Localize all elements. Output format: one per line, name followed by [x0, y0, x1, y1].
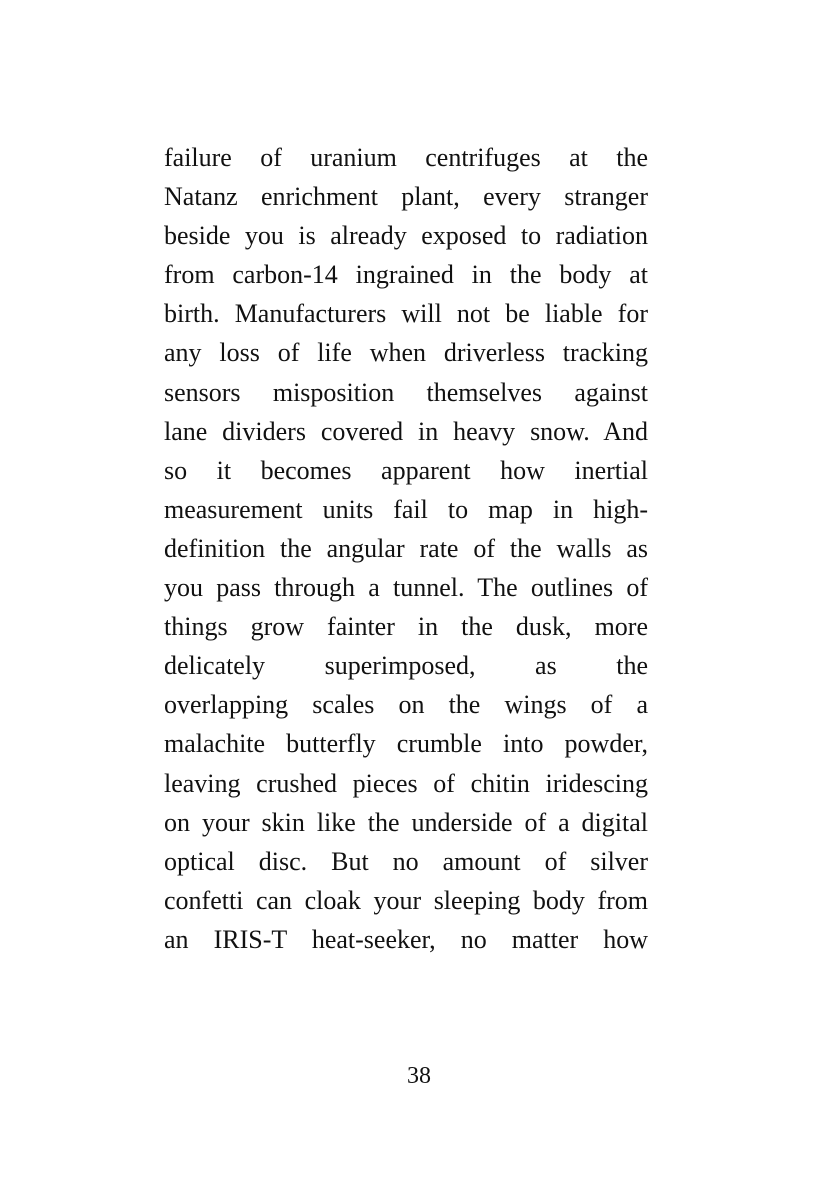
text-line: delicately superimposed, as the — [164, 651, 648, 681]
text-line: failure of uranium centrifuges at the — [164, 143, 648, 172]
text-line: things grow fainter in the dusk, more — [164, 612, 648, 642]
text-line: on your skin like the underside of a digital — [164, 807, 648, 837]
body-text — [164, 138, 648, 959]
text-line: so it becomes apparent how inertial — [164, 455, 648, 485]
text-line: optical disc. But no amount of silver — [164, 846, 648, 876]
text-line: leaving crushed pieces of chitin iridescing — [164, 768, 648, 798]
text-line: beside you is already exposed to radiation — [164, 221, 648, 251]
text-line: Natanz enrichment plant, every stranger — [164, 182, 648, 212]
text-line: you pass through a tunnel. The outlines of — [164, 573, 648, 603]
text-line: sensors misposition themselves against — [164, 377, 648, 407]
text-line: birth. Manufacturers will not be liable for — [164, 299, 648, 329]
text-line: malachite butterfly crumble into powder, — [164, 729, 648, 759]
text-line: overlapping scales on the wings of a — [164, 690, 648, 720]
text-line: definition the angular rate of the walls as — [164, 533, 648, 563]
text-line: measurement units fail to map in high- — [164, 494, 648, 524]
text-line: an IRIS-T heat-seeker, no matter how — [164, 924, 648, 954]
text-line: from carbon-14 ingrained in the body at — [164, 260, 648, 290]
text-line: confetti can cloak your sleeping body from — [164, 885, 648, 915]
text-line: lane dividers covered in heavy snow. And — [164, 416, 648, 446]
page-number: 38 — [407, 1063, 431, 1089]
text-line: any loss of life when driverless tracking — [164, 338, 648, 368]
